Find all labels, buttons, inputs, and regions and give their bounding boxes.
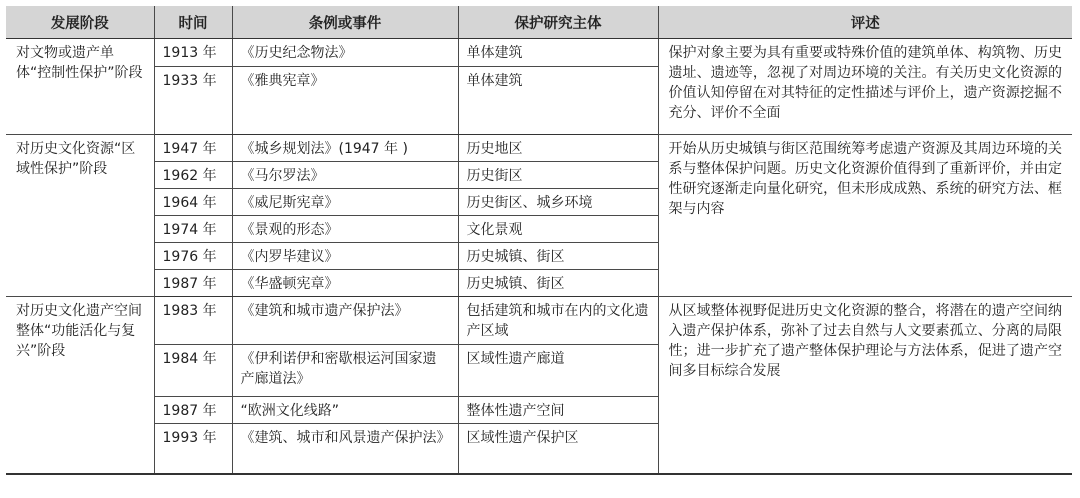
event-cell: 《华盛顿宪章》 [232, 270, 458, 297]
event-cell: 《历史纪念物法》 [232, 39, 458, 67]
subject-cell: 整体性遗产空间 [458, 397, 658, 424]
year-cell: 1983 年 [154, 297, 232, 345]
subject-cell: 单体建筑 [458, 39, 658, 67]
event-cell: 《伊利诺伊和密歇根运河国家遗产廊道法》 [232, 345, 458, 397]
event-cell: 《建筑、城市和风景遗产保护法》 [232, 424, 458, 474]
event-cell: 《景观的形态》 [232, 216, 458, 243]
header-event: 条例或事件 [232, 6, 458, 39]
year-cell: 1964 年 [154, 189, 232, 216]
event-cell: 《雅典宪章》 [232, 67, 458, 135]
year-cell: 1947 年 [154, 135, 232, 162]
event-cell: 《马尔罗法》 [232, 162, 458, 189]
subject-cell: 历史城镇、街区 [458, 243, 658, 270]
table-row [6, 135, 1072, 162]
stage-cell: 对历史文化遗产空间整体“功能活化与复兴”阶段 [6, 297, 154, 474]
heritage-protection-table [6, 6, 1072, 475]
header-time: 时间 [154, 6, 232, 39]
table-body [6, 39, 1072, 474]
table-wrapper [6, 6, 1072, 475]
subject-cell: 包括建筑和城市在内的文化遗产区域 [458, 297, 658, 345]
year-cell: 1913 年 [154, 39, 232, 67]
year-cell: 1976 年 [154, 243, 232, 270]
review-cell: 保护对象主要为具有重要或特殊价值的建筑单体、构筑物、历史遗址、遗迹等，忽视了对周边环境的关注。有关历史文化资源的价值认知停留在对其特征的定性描述与评价上，遗产资源挖掘不充分、评价不全面 [658, 39, 1072, 135]
year-cell: 1984 年 [154, 345, 232, 397]
subject-cell: 历史街区、城乡环境 [458, 189, 658, 216]
subject-cell: 历史地区 [458, 135, 658, 162]
subject-cell: 文化景观 [458, 216, 658, 243]
subject-cell: 区域性遗产保护区 [458, 424, 658, 474]
year-cell: 1962 年 [154, 162, 232, 189]
year-cell: 1993 年 [154, 424, 232, 474]
event-cell: 《建筑和城市遗产保护法》 [232, 297, 458, 345]
event-cell: “欧洲文化线路” [232, 397, 458, 424]
header-stage: 发展阶段 [6, 6, 154, 39]
header-review: 评述 [658, 6, 1072, 39]
year-cell: 1933 年 [154, 67, 232, 135]
subject-cell: 单体建筑 [458, 67, 658, 135]
year-cell: 1974 年 [154, 216, 232, 243]
review-cell: 开始从历史城镇与街区范围统筹考虑遗产资源及其周边环境的关系与整体保护问题。历史文化资源价值得到了重新评价，并由定性研究逐渐走向量化研究，但未形成成熟、系统的研究方法、框架与内容 [658, 135, 1072, 297]
subject-cell: 历史街区 [458, 162, 658, 189]
event-cell: 《内罗毕建议》 [232, 243, 458, 270]
table-row [6, 297, 1072, 345]
stage-cell: 对历史文化资源“区域性保护”阶段 [6, 135, 154, 297]
event-cell: 《城乡规划法》(1947 年 ) [232, 135, 458, 162]
event-cell: 《威尼斯宪章》 [232, 189, 458, 216]
subject-cell: 区域性遗产廊道 [458, 345, 658, 397]
year-cell: 1987 年 [154, 270, 232, 297]
review-cell: 从区域整体视野促进历史文化资源的整合，将潜在的遗产空间纳入遗产保护体系，弥补了过去自然与人文要素孤立、分离的局限性；进一步扩充了遗产整体保护理论与方法体系，促进了遗产空间多目标综合发展 [658, 297, 1072, 474]
stage-cell: 对文物或遗产单体“控制性保护”阶段 [6, 39, 154, 135]
year-cell: 1987 年 [154, 397, 232, 424]
table-header [6, 6, 1072, 39]
header-subject: 保护研究主体 [458, 6, 658, 39]
table-row [6, 39, 1072, 67]
subject-cell: 历史城镇、街区 [458, 270, 658, 297]
header-row [6, 6, 1072, 39]
